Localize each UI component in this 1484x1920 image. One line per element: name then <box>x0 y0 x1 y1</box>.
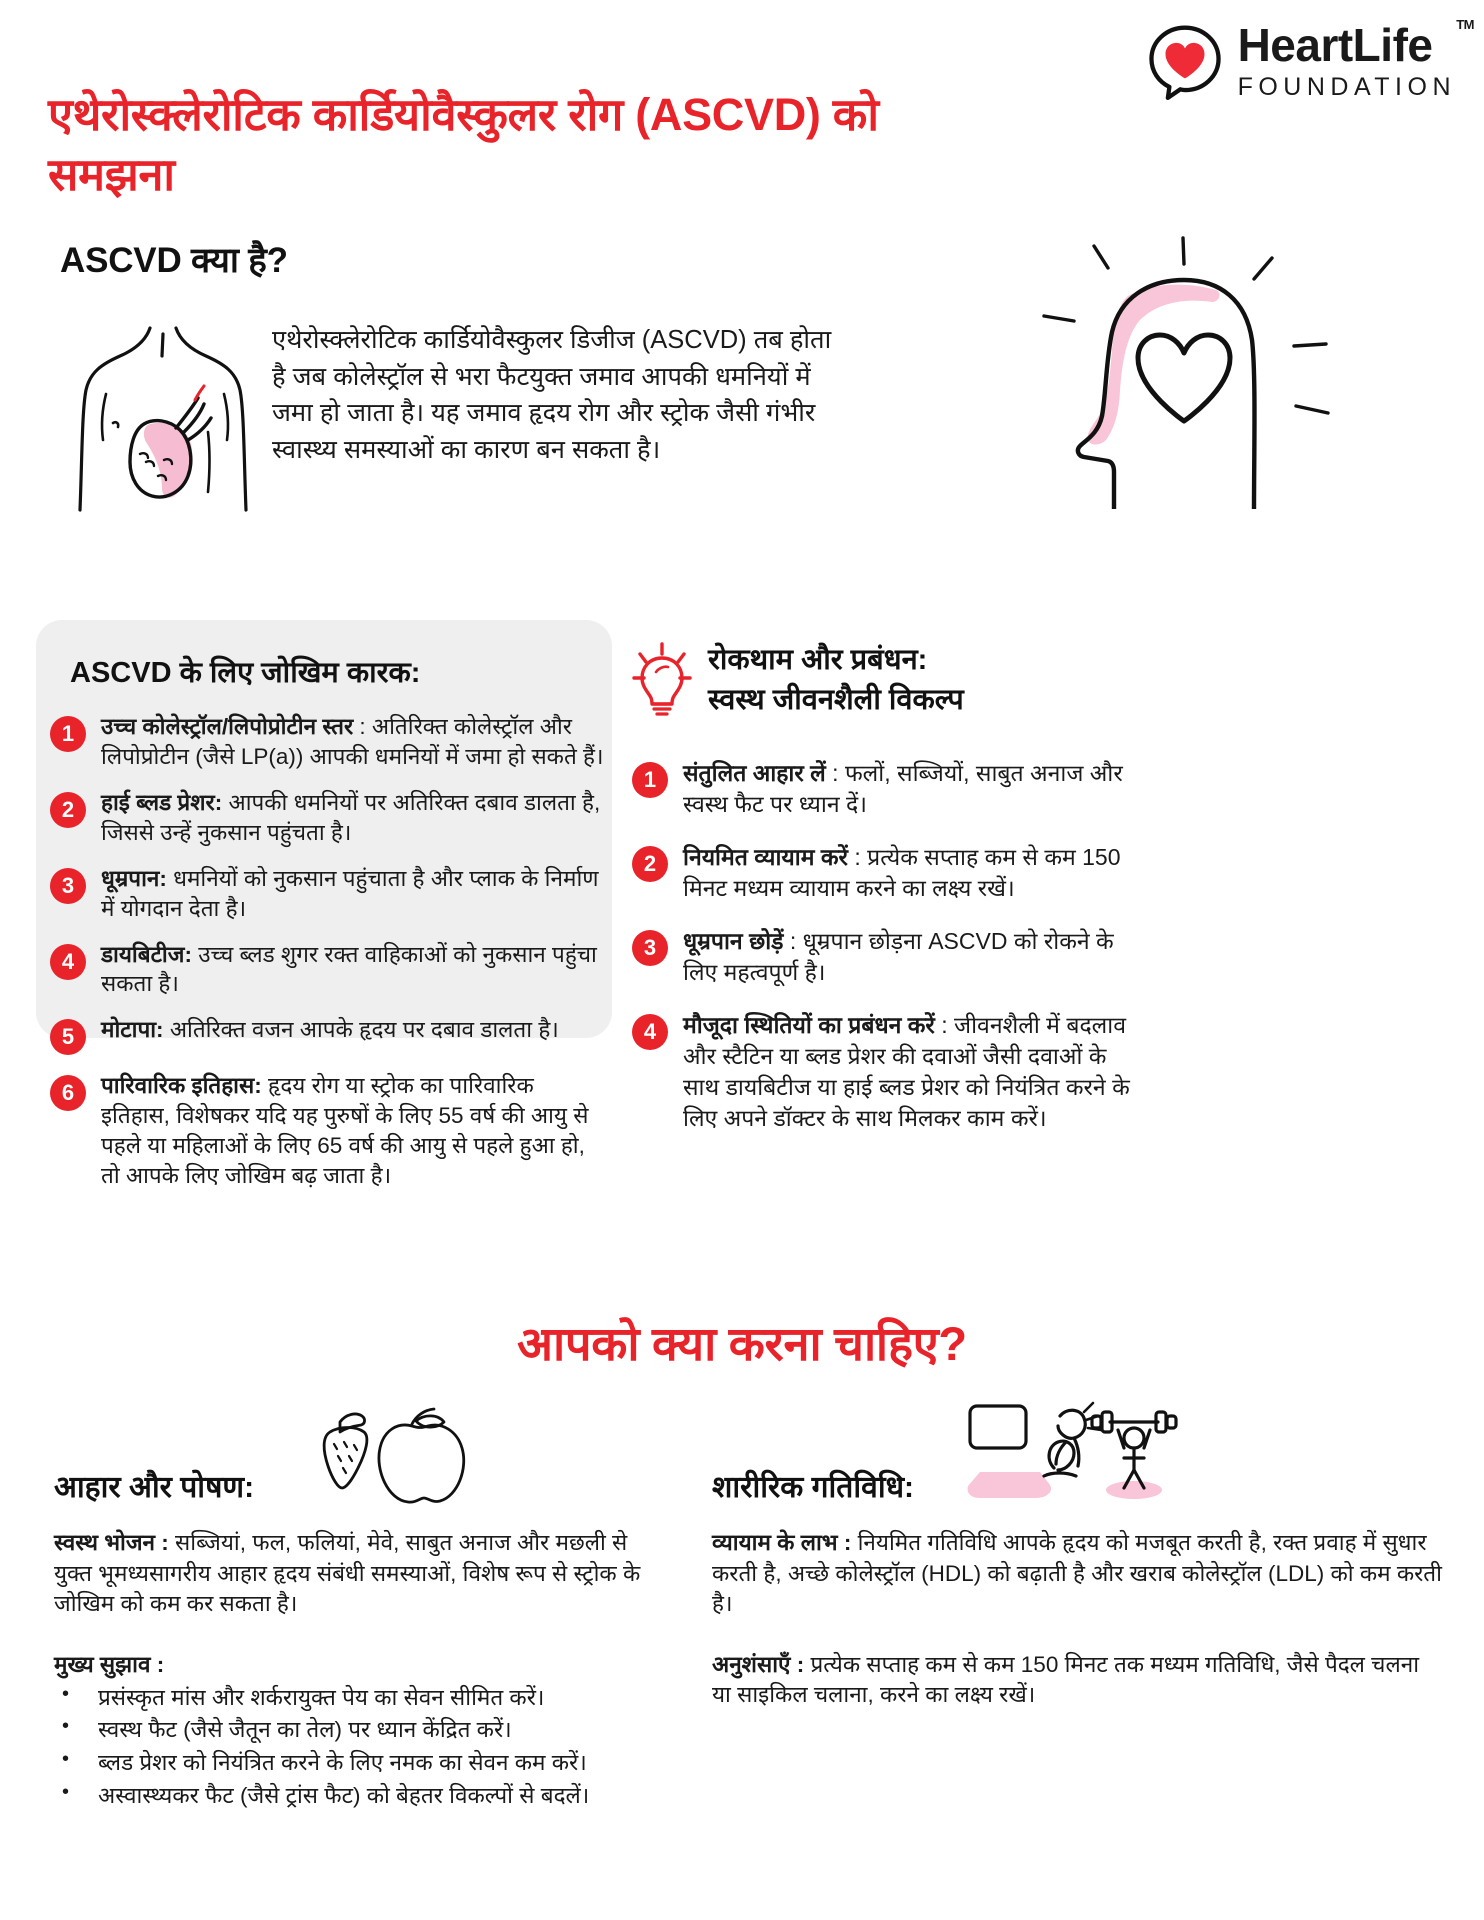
page-title: एथेरोस्क्लेरोटिक कार्डियोवैस्कुलर रोग (ASCVD) को समझना <box>48 89 879 201</box>
risk-factor-title: उच्च कोलेस्ट्रॉल/लिपोप्रोटीन स्तर <box>101 714 354 739</box>
what-is-ascvd-heading: ASCVD क्या है? <box>60 241 288 280</box>
prevention-number-badge: 1 <box>632 762 668 798</box>
prevention-heading-row <box>632 640 1132 720</box>
diet-heading-row <box>54 1400 664 1510</box>
recommendations-text: प्रत्येक सप्ताह कम से कम 150 मिनट तक मध्यम गतिविधि, जैसे पैदल चलना या साइकिल चलाना, करने का लक्ष्य रखें। <box>712 1651 1420 1708</box>
torso-heart-illustration <box>58 320 273 540</box>
prevention-heading-line2: स्वस्थ जीवनशैली विकल्प <box>708 684 964 717</box>
prevention-description: : धूम्रपान छोड़ना ASCVD को रोकने के लिए महत्वपूर्ण है। <box>683 928 1114 986</box>
prevention-heading <box>708 640 964 720</box>
risk-factor-number-badge: 1 <box>50 716 86 752</box>
prevention-heading-line1: रोकथाम और प्रबंधन: <box>708 644 928 676</box>
recommendations-paragraph <box>712 1650 1442 1711</box>
prevention-title: मौजूदा स्थितियों का प्रबंधन करें <box>683 1012 935 1039</box>
prevention-item <box>632 1010 1142 1134</box>
prevention-title: संतुलित आहार लें <box>683 760 826 787</box>
risk-factor-number-badge: 6 <box>50 1075 86 1111</box>
risk-factor-item <box>50 788 606 848</box>
key-tips-title: मुख्य सुझाव : <box>54 1651 165 1677</box>
lifter-shadow <box>1106 1481 1162 1499</box>
logo-name <box>1237 17 1474 71</box>
activity-heading-row <box>712 1400 1442 1510</box>
prevention-description: : फलों, सब्जियों, साबुत अनाज और स्वस्थ फैट पर ध्यान दें। <box>683 760 1123 818</box>
risk-factor-item <box>50 712 606 772</box>
physical-activity-column <box>712 1400 1442 1711</box>
risk-factor-number-badge: 5 <box>50 1019 86 1055</box>
recommendations-label: अनुशंसाएँ : <box>712 1651 811 1677</box>
radiating-lines <box>1044 238 1328 413</box>
risk-factor-item <box>50 864 606 924</box>
key-tip-item: • अस्वास्थ्यकर फैट (जैसे ट्रांस फैट) को बेहतर विकल्पों से बदलें। <box>54 1781 664 1812</box>
prevention-title: नियमित व्यायाम करें <box>683 844 848 871</box>
prevention-list <box>632 758 1142 1134</box>
prevention-description: : जीवनशैली में बदलाव और स्टैटिन या ब्लड प्रेशर की दवाओं जैसी दवाओं के साथ डायबिटीज या हाई ब्लड प्रेशर को नियंत्रित करने के लिए अपने डॉक्टर के साथ मिलकर काम करें। <box>683 1012 1130 1132</box>
logo-subtitle: FOUNDATION <box>1237 73 1456 101</box>
key-tip-item: • प्रसंस्कृत मांस और शर्करायुक्त पेय का सेवन सीमित करें। <box>54 1683 664 1714</box>
risk-factor-title: डायबिटीज: <box>101 941 192 967</box>
risk-factor-number-badge: 2 <box>50 792 86 828</box>
risk-factor-description: अतिरिक्त वजन आपके हृदय पर दबाव डालता है। <box>163 1017 559 1043</box>
prevention-text <box>683 842 1142 904</box>
risk-factor-text <box>101 864 606 924</box>
prevention-column <box>632 640 1132 1157</box>
risk-factor-description: आपकी धमनियों पर अतिरिक्त दबाव डालता है, जिससे उन्हें नुकसान पहुंचता है। <box>101 789 601 845</box>
risk-factor-number-badge: 3 <box>50 868 86 904</box>
prevention-number-badge: 3 <box>632 930 668 966</box>
risk-factor-text <box>101 788 606 848</box>
prevention-text <box>683 926 1142 988</box>
heartlife-logo <box>1146 17 1474 102</box>
risk-factor-title: मोटापा: <box>101 1017 164 1043</box>
prevention-item <box>632 758 1142 820</box>
head-heart-illustration <box>1008 224 1368 509</box>
risk-factors-heading: ASCVD के लिए जोखिम कारक: <box>70 657 421 689</box>
risk-factor-item <box>50 940 606 1000</box>
strawberry-body <box>324 1428 367 1489</box>
healthy-food-text: सब्जियां, फल, फलियां, मेवे, साबुत अनाज और मछली से युक्त भूमध्यसागरीय आहार हृदय संबंधी समस्याओं, विशेष रूप से स्ट्रोक के जोखिम को कम कर सकता है। <box>54 1530 641 1617</box>
key-tip-item: • स्वस्थ फैट (जैसे जैतून का तेल) पर ध्यान केंद्रित करें। <box>54 1715 664 1746</box>
prevention-title: धूम्रपान छोड़ें <box>683 928 784 955</box>
risk-factor-number-badge: 4 <box>50 944 86 980</box>
risk-factor-description: : अतिरिक्त कोलेस्ट्रॉल और लिपोप्रोटीन (जैसे LP(a)) आपकी धमनियों में जमा हो सकते हैं। <box>101 714 604 769</box>
risk-factor-text <box>101 712 606 772</box>
trademark-symbol: TM <box>1456 17 1474 32</box>
prevention-item <box>632 842 1142 904</box>
diet-heading: आहार और पोषण: <box>54 1471 255 1504</box>
heart-outline-icon <box>1138 335 1230 421</box>
logo-name-text: HeartLife <box>1237 19 1433 71</box>
exercise-benefits-label: व्यायाम के लाभ : <box>712 1530 858 1555</box>
prevention-item <box>632 926 1142 988</box>
risk-factor-text <box>101 940 606 1000</box>
healthy-food-label: स्वस्थ भोजन : <box>54 1530 176 1555</box>
risk-factor-item <box>50 1071 606 1191</box>
what-is-ascvd-body: एथेरोस्क्लेरोटिक कार्डियोवैस्कुलर डिजीज (ASCVD) तब होता है जब कोलेस्ट्रॉल से भरा फैटयुक्त जमाव आपकी धमनियों में जमा हो जाता है। यह जमाव हृदय रोग और स्ट्रोक जैसी गंभीर स्वास्थ्य समस्याओं का कारण बन सकता है। <box>272 326 832 465</box>
risk-factor-description: धमनियों को नुकसान पहुंचाता है और प्लाक के निर्माण में योगदान देता है। <box>101 865 599 921</box>
risk-factor-title: हाई ब्लड प्रेशर: <box>101 789 223 815</box>
prevention-description: : प्रत्येक सप्ताह कम से कम 150 मिनट मध्यम व्यायाम करने का लक्ष्य रखें। <box>683 844 1121 902</box>
risk-factors-list <box>50 712 606 1207</box>
fruit-icon <box>312 1404 480 1508</box>
heart-speech-bubble-icon <box>1146 23 1224 101</box>
risk-factor-title: धूम्रपान: <box>101 865 167 891</box>
prevention-text <box>683 758 1142 820</box>
what-should-you-do-heading: आपको क्या करना चाहिए? <box>517 1317 967 1370</box>
exercise-benefits-paragraph <box>712 1528 1442 1620</box>
lightbulb-icon <box>632 642 692 716</box>
risk-factor-description: हृदय रोग या स्ट्रोक का पारिवारिक इतिहास, विशेषकर यदि यह पुरुषों के लिए 55 वर्ष की आयु से पहले या महिलाओं के लिए 65 वर्ष की आयु से पहले हुआ हो, तो आपके लिए जोखिम बढ़ जाता है। <box>101 1073 589 1189</box>
prevention-number-badge: 2 <box>632 846 668 882</box>
risk-factor-description: उच्च ब्लड शुगर रक्त वाहिकाओं को नुकसान पहुंचा सकता है। <box>101 941 597 997</box>
healthy-food-paragraph <box>54 1528 664 1620</box>
key-tips-list <box>54 1683 664 1811</box>
prevention-text <box>683 1010 1142 1134</box>
prevention-number-badge: 4 <box>632 1014 668 1050</box>
key-tip-item: • ब्लड प्रेशर को नियंत्रित करने के लिए नमक का सेवन कम करें। <box>54 1748 664 1779</box>
activity-heading: शारीरिक गतिविधि: <box>712 1471 915 1504</box>
risk-factor-title: पारिवारिक इतिहास: <box>101 1073 262 1099</box>
risk-factor-text <box>101 1071 606 1191</box>
diet-nutrition-column <box>54 1400 664 1813</box>
risk-factor-text <box>101 1015 559 1045</box>
yoga-mat-shadow <box>968 1472 1051 1498</box>
risk-factor-item <box>50 1015 606 1055</box>
fitness-icon <box>962 1398 1192 1506</box>
exercise-benefits-text: नियमित गतिविधि आपके हृदय को मजबूत करती है, रक्त प्रवाह में सुधार करती है, अच्छे कोलेस्ट्रॉल (HDL) को बढ़ाती है और खराब कोलेस्ट्रॉल (LDL) को कम करती है। <box>712 1530 1442 1617</box>
logo-wordmark <box>1237 17 1474 102</box>
